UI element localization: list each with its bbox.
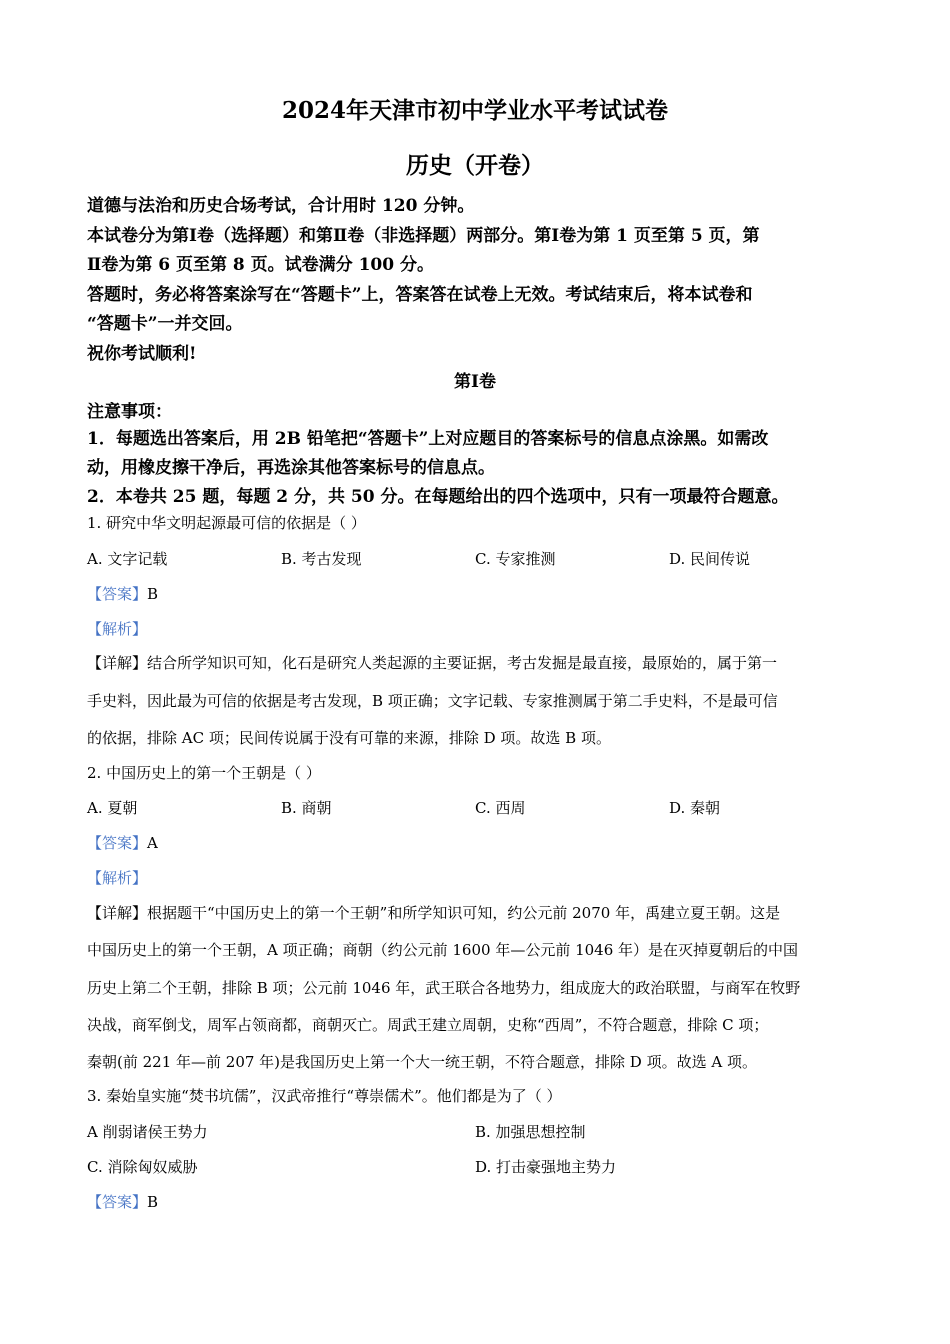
option-a: A. 文字记载: [87, 550, 168, 568]
intro-line: 道德与法治和历史合场考试，合计用时 120 分钟。: [87, 196, 475, 216]
answer-label: 【答案】: [87, 1193, 148, 1211]
intro-line: 祝你考试顺利!: [87, 344, 197, 364]
intro-line: Ⅱ卷为第 6 页至第 8 页。试卷满分 100 分。: [87, 255, 434, 275]
question-stem: 1. 研究中华文明起源最可信的依据是（ ）: [87, 514, 366, 532]
notes-line: 动，用橡皮擦干净后，再选涂其他答案标号的信息点。: [87, 458, 495, 478]
answer-label: 【答案】: [87, 834, 148, 852]
detail-line: 历史上第二个王朝，排除 B 项；公元前 1046 年，武王联合各地势力，组成庞大的政治联盟，与商军在牧野: [87, 979, 801, 997]
notes-line: 2．本卷共 25 题，每题 2 分，共 50 分。在每题给出的四个选项中，只有一项最符合题意。: [87, 487, 789, 507]
answer-line: [87, 832, 158, 853]
detail-line: [87, 652, 777, 673]
option-d: D. 打击豪强地主势力: [475, 1158, 617, 1176]
option-d: D. 民间传说: [669, 550, 751, 568]
answer-label: 【答案】: [87, 585, 148, 603]
option-c: C. 西周: [475, 799, 526, 817]
detail-line: 决战，商军倒戈，周军占领商都，商朝灭亡。周武王建立周朝，史称“西周”，不符合题意，排除 C 项；: [87, 1016, 769, 1034]
answer-line: [87, 583, 158, 604]
intro-line: 答题时，务必将答案涂写在“答题卡”上，答案答在试卷上无效。考试结束后，将本试卷和: [87, 285, 753, 305]
answer-line: [87, 1191, 158, 1212]
analysis-label: 【解析】: [87, 869, 148, 887]
answer-value: A: [147, 834, 158, 852]
detail-label: 【详解】: [87, 904, 148, 922]
detail-label: 【详解】: [87, 654, 148, 672]
option-b: B. 商朝: [281, 799, 332, 817]
detail-line: 秦朝(前 221 年—前 207 年)是我国历史上第一个大一统王朝，不符合题意，排除 D 项。故选 A 项。: [87, 1053, 757, 1071]
option-c: C. 消除匈奴威胁: [87, 1158, 198, 1176]
answer-value: B: [147, 1193, 159, 1211]
detail-line: 的依据，排除 AC 项；民间传说属于没有可靠的来源，排除 D 项。故选 B 项。: [87, 729, 611, 747]
question-stem: 3. 秦始皇实施“焚书坑儒”，汉武帝推行“尊崇儒术”。他们都是为了（ ）: [87, 1087, 562, 1105]
section-title: 第Ⅰ卷: [454, 372, 496, 392]
notes-heading: 注意事项：: [87, 402, 172, 422]
option-a: A. 夏朝: [87, 799, 138, 817]
exam-title: 2024年天津市初中学业水平考试试卷: [281, 97, 668, 124]
detail-line: [87, 902, 780, 923]
detail-text: 根据题干“中国历史上的第一个王朝”和所学知识可知，约公元前 2070 年，禹建立夏王朝。这是: [147, 904, 781, 922]
option-a: A 削弱诸侯王势力: [87, 1123, 208, 1141]
detail-line: 手史料，因此最为可信的依据是考古发现，B 项正确；文字记载、专家推测属于第二手史料，不是最可信: [87, 692, 778, 710]
option-d: D. 秦朝: [669, 799, 721, 817]
detail-line: 中国历史上的第一个王朝，A 项正确；商朝（约公元前 1600 年—公元前 1046 年）是在灭掉夏朝后的中国: [87, 941, 799, 959]
detail-text: 结合所学知识可知，化石是研究人类起源的主要证据，考古发掘是最直接，最原始的，属于第一: [147, 654, 778, 672]
analysis-label: 【解析】: [87, 620, 148, 638]
intro-line: “答题卡”一并交回。: [87, 314, 243, 334]
question-stem: 2. 中国历史上的第一个王朝是（ ）: [87, 764, 321, 782]
option-b: B. 加强思想控制: [475, 1123, 586, 1141]
answer-value: B: [147, 585, 159, 603]
option-b: B. 考古发现: [281, 550, 362, 568]
intro-line: 本试卷分为第Ⅰ卷（选择题）和第Ⅱ卷（非选择题）两部分。第Ⅰ卷为第 1 页至第 5 页，第: [87, 226, 760, 246]
option-c: C. 专家推测: [475, 550, 556, 568]
notes-line: 1．每题选出答案后，用 2B 铅笔把“答题卡”上对应题目的答案标号的信息点涂黑。如需改: [87, 429, 769, 449]
exam-subtitle: 历史（开卷）: [406, 152, 544, 179]
